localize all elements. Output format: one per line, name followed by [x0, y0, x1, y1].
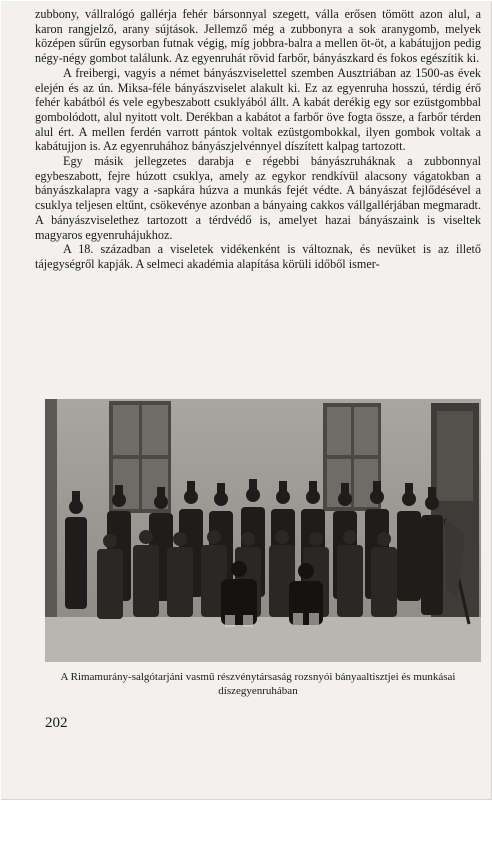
book-page: [1, 1, 492, 863]
photo-caption: A Rimamurány-salgótarjáni vasmű részvénytársaság rozsnyói bányaaltisztjei és munkásai díszegyenruhában: [60, 671, 456, 697]
paragraph-3: Egy másik jellegzetes darabja e régebbi bányászruháknak a zubbonnyal egybeszabott, fejre húzott csuklya, amely az egykor rendkívül alacsony vágatokban a bányászkalapra vagy a -sapkára húzva a munkás fejét védte. A bányászat fejlődésével a csuklya teljesen eltűnt, csökevénye azonban a bányaing cakkos vállgallérjában megmaradt. A bányászviselethez tartozott a térdvédő is, amelyet hazai bányászaink is viseltek magyaros egyenruhájukhoz.: [35, 154, 481, 242]
paragraph-1: zubbony, vállralógó gallérja fehér bársonnyal szegett, válla erősen tömött azon alul, a karon rangjelző, arany sújtások. Jellemző még a zubbonyra a sok aranygomb, melyek középen sűrűn egysorban futnak végig, míg jobbra-balra a mellen öt-öt, a kabátujjon pedig négy-négy gombot találunk. Az egyenruhát rövid farbőr, bányászkard és fokos egészítik ki.: [35, 7, 481, 66]
body-text: [35, 7, 481, 272]
photo-image: [45, 399, 481, 662]
page-number: 202: [45, 715, 68, 731]
paragraph-4: A 18. században a viseletek vidékenként is változnak, és nevüket is az illető tájegységről kapják. A selmeci akadémia alapítása körüli időből ismer-: [35, 242, 481, 271]
watermark-text: depositphotos: [140, 817, 450, 863]
paragraph-2: A freibergi, vagyis a német bányászviselettel szemben Ausztriában az 1500-as évek elején és az ún. Miksa-féle bányászviselet alakult ki. Ez az egyenruha hosszú, térdig érő fehér kabátból és vele egybeszabott csuklyából állt. A kabát derékig egy sor ezüstgombbal gombolódott, alul nyitott volt. Derékban a kabátot a farbőr öve fogta össze, a farbőr térden alul ért. A mellen ferdén varrott pántok voltak ezüstgombokkal, ilyen gombok voltak a kabátujjon is. Az egyenruhához bányászjelvénnyel díszített kalpag tartozott.: [35, 65, 481, 154]
